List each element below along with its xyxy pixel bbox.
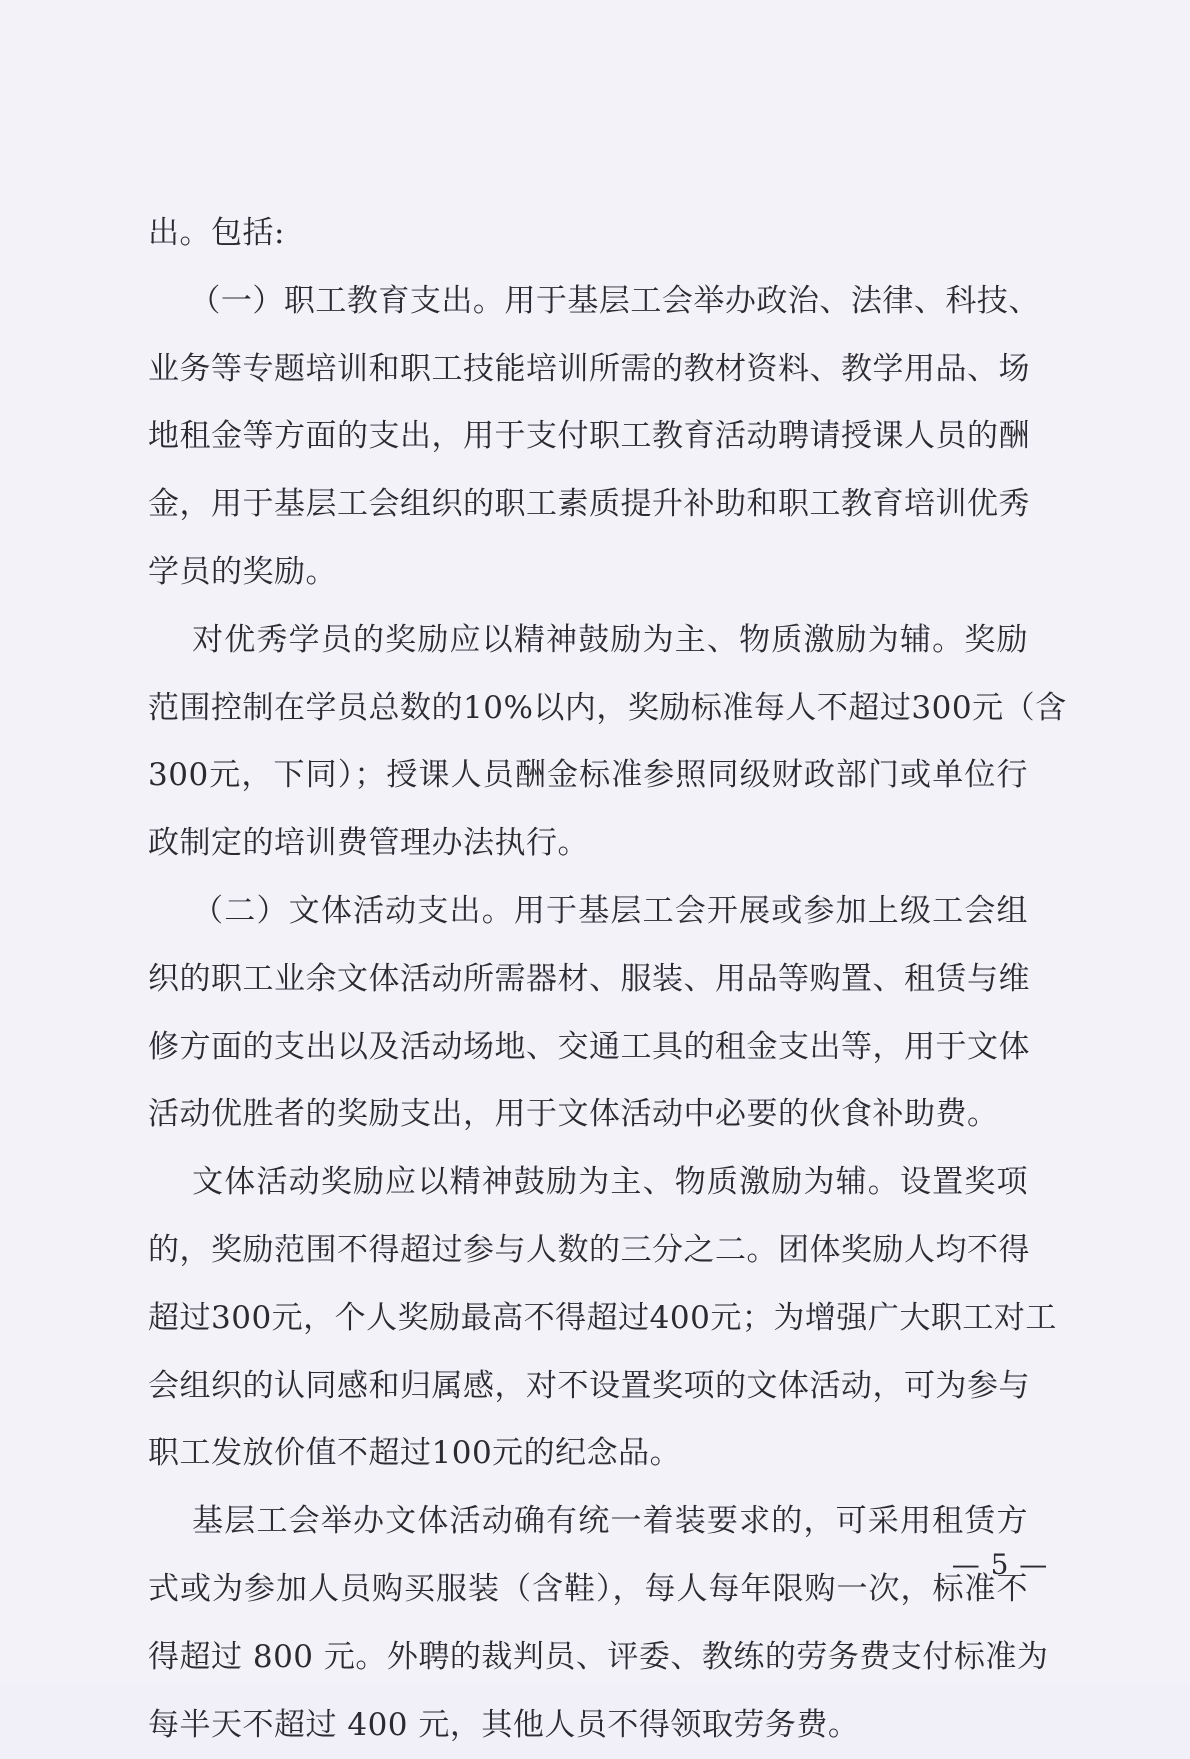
text-line: 政制定的培训费管理办法执行。 (148, 825, 589, 862)
text-line: 会组织的认同感和归属感，对不设置奖项的文体活动，可为参与 (148, 1367, 1030, 1404)
text-line: 学员的奖励。 (148, 553, 337, 590)
text-line: 活动优胜者的奖励支出，用于文体活动中必要的伙食补助费。 (148, 1096, 999, 1133)
text-line: 对优秀学员的奖励应以精神鼓励为主、物质激励为辅。奖励 (148, 621, 1028, 658)
page-number: — 5 — (951, 1548, 1049, 1581)
text-line: 修方面的支出以及活动场地、交通工具的租金支出等，用于文体 (148, 1028, 1030, 1065)
text-line: 范围控制在学员总数的10%以内，奖励标准每人不超过300元（含 (148, 689, 1067, 726)
text-line: 文体活动奖励应以精神鼓励为主、物质激励为辅。设置奖项 (148, 1164, 1028, 1201)
text-line: 的，奖励范围不得超过参与人数的三分之二。团体奖励人均不得 (148, 1231, 1030, 1268)
text-line: 得超过 800 元。外聘的裁判员、评委、教练的劳务费支付标准为 (148, 1638, 1049, 1675)
text-line: 式或为参加人员购买服装（含鞋），每人每年限购一次，标准不 (148, 1570, 1028, 1607)
text-line: 超过300元，个人奖励最高不得超过400元；为增强广大职工对工 (148, 1299, 1057, 1336)
text-line: 业务等专题培训和职工技能培训所需的教材资料、教学用品、场 (148, 350, 1030, 387)
text-line: （二）文体活动支出。用于基层工会开展或参加上级工会组 (148, 892, 1028, 929)
text-line: 300元，下同）；授课人员酬金标准参照同级财政部门或单位行 (148, 757, 1028, 794)
body-text (148, 200, 1067, 1759)
text-line: 出。包括: (148, 215, 285, 251)
text-line: 职工发放价值不超过100元的纪念品。 (148, 1435, 682, 1472)
text-line: 基层工会举办文体活动确有统一着装要求的，可采用租赁方 (148, 1503, 1028, 1540)
text-line: （一）职工教育支出。用于基层工会举办政治、法律、科技、 (148, 282, 1040, 319)
text-line: 金，用于基层工会组织的职工素质提升补助和职工教育培训优秀 (148, 486, 1030, 523)
text-line: 每半天不超过 400 元，其他人员不得领取劳务费。 (148, 1706, 860, 1743)
text-line: 地租金等方面的支出，用于支付职工教育活动聘请授课人员的酬 (148, 418, 1030, 455)
text-line: 织的职工业余文体活动所需器材、服装、用品等购置、租赁与维 (148, 960, 1030, 997)
